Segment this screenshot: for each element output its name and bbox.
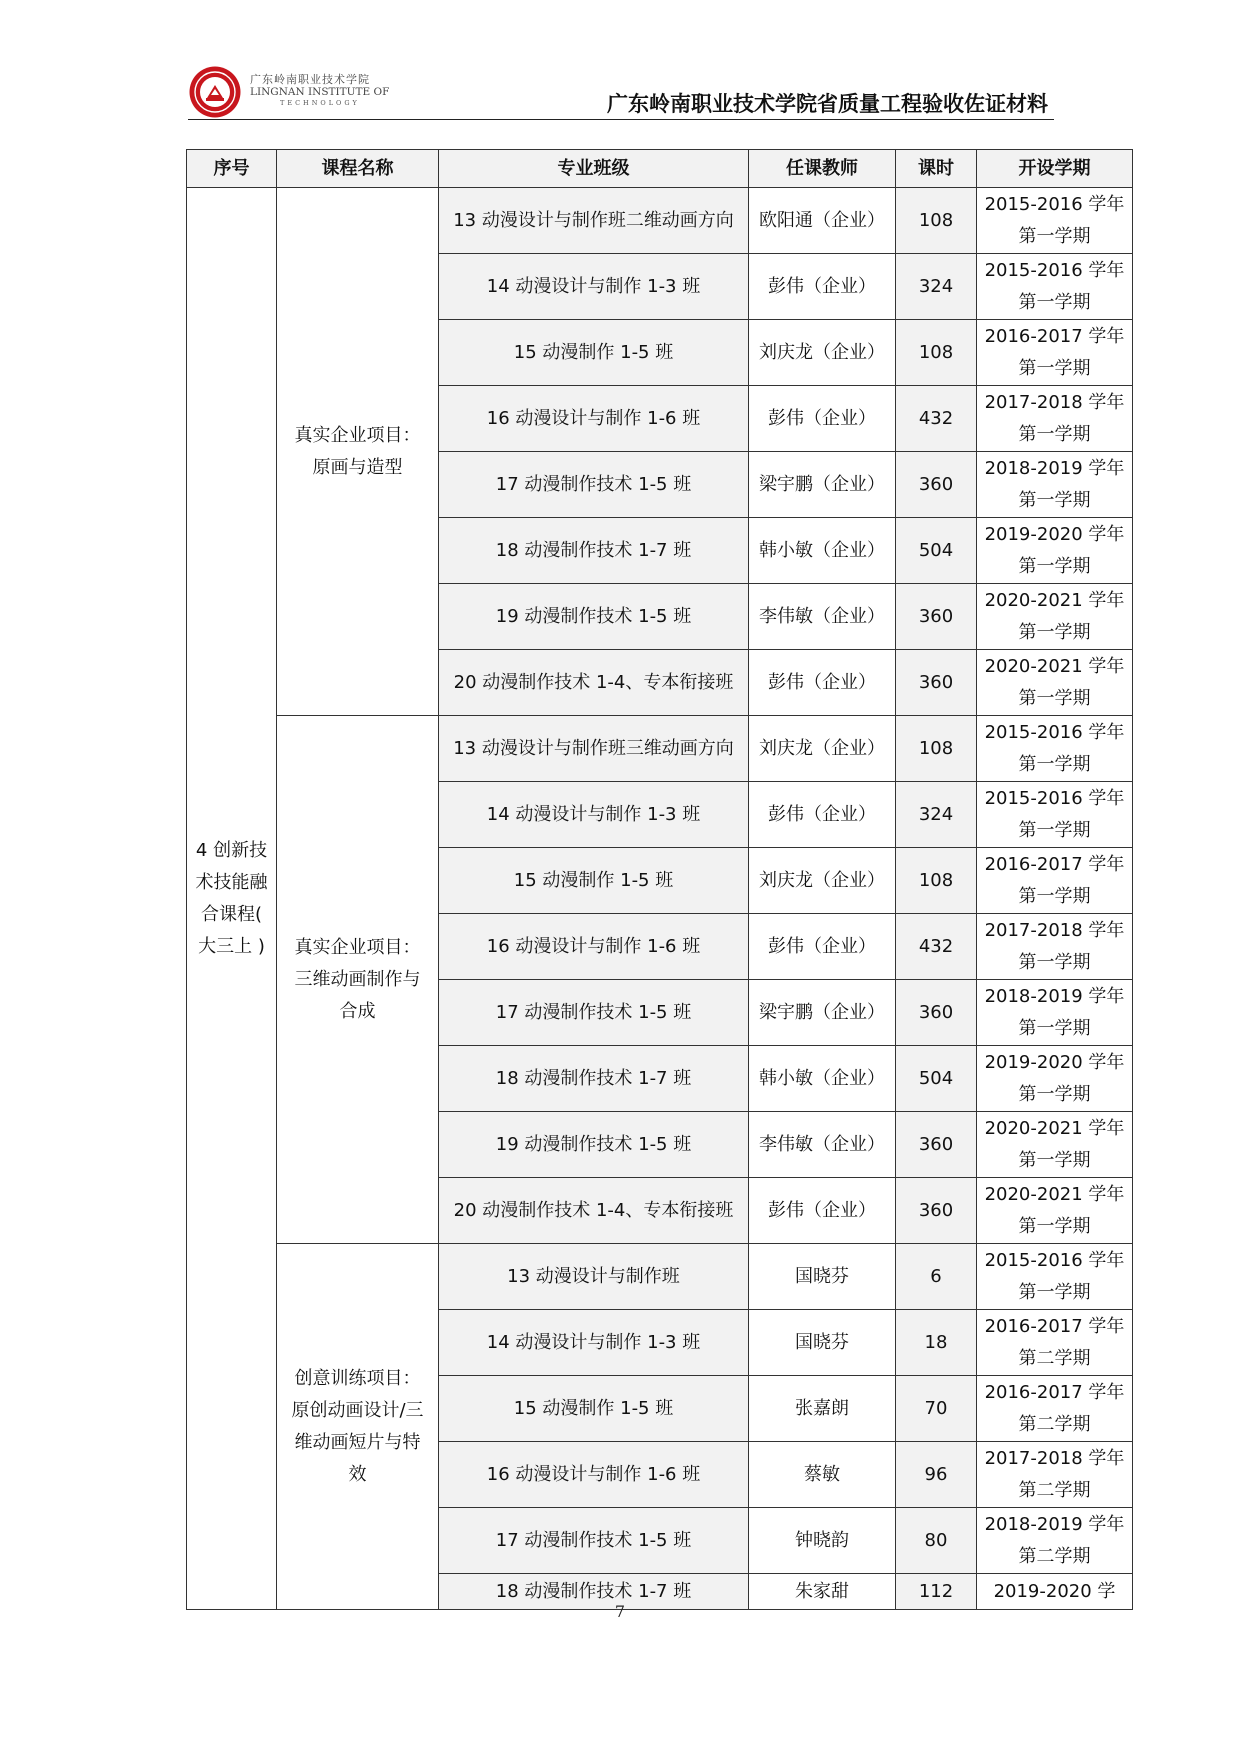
logo-en-text: LINGNAN INSTITUTE OF [250, 86, 390, 98]
header-divider [188, 119, 1054, 120]
hours-cell: 360 [896, 1178, 977, 1244]
table-header-row [187, 150, 1133, 188]
class-cell: 17 动漫制作技术 1-5 班 [439, 980, 749, 1046]
class-cell: 18 动漫制作技术 1-7 班 [439, 518, 749, 584]
class-cell: 19 动漫制作技术 1-5 班 [439, 1112, 749, 1178]
course-name-cell: 创意训练项目：原创动画设计/三维动画短片与特效 [277, 1244, 439, 1610]
hours-cell: 80 [896, 1508, 977, 1574]
teacher-cell: 国晓芬 [749, 1244, 896, 1310]
column-header: 课时 [896, 150, 977, 188]
teacher-cell: 国晓芬 [749, 1310, 896, 1376]
column-header: 课程名称 [277, 150, 439, 188]
hours-cell: 96 [896, 1442, 977, 1508]
term-cell: 2017-2018 学年第二学期 [977, 1442, 1133, 1508]
term-cell: 2017-2018 学年第一学期 [977, 386, 1133, 452]
teacher-cell: 彭伟（企业） [749, 254, 896, 320]
class-cell: 17 动漫制作技术 1-5 班 [439, 452, 749, 518]
term-cell: 2015-2016 学年第一学期 [977, 254, 1133, 320]
term-cell: 2015-2016 学年第一学期 [977, 782, 1133, 848]
class-cell: 15 动漫制作 1-5 班 [439, 1376, 749, 1442]
hours-cell: 108 [896, 716, 977, 782]
class-cell: 16 动漫设计与制作 1-6 班 [439, 914, 749, 980]
class-cell: 15 动漫制作 1-5 班 [439, 848, 749, 914]
class-cell: 13 动漫设计与制作班 [439, 1244, 749, 1310]
hours-cell: 324 [896, 254, 977, 320]
class-cell: 13 动漫设计与制作班二维动画方向 [439, 188, 749, 254]
teacher-cell: 韩小敏（企业） [749, 1046, 896, 1112]
teacher-cell: 彭伟（企业） [749, 914, 896, 980]
table-row [187, 1244, 1133, 1310]
term-cell: 2019-2020 学 [977, 1574, 1133, 1610]
column-header: 专业班级 [439, 150, 749, 188]
teacher-cell: 梁宇鹏（企业） [749, 452, 896, 518]
class-cell: 13 动漫设计与制作班三维动画方向 [439, 716, 749, 782]
hours-cell: 504 [896, 1046, 977, 1112]
school-seal-icon [188, 65, 242, 119]
term-cell: 2018-2019 学年第一学期 [977, 452, 1133, 518]
seq-cell: 4 创新技术技能融合课程( 大三上 ) [187, 188, 277, 1610]
teacher-cell: 刘庆龙（企业） [749, 716, 896, 782]
term-cell: 2016-2017 学年第二学期 [977, 1310, 1133, 1376]
teacher-cell: 李伟敏（企业） [749, 1112, 896, 1178]
term-cell: 2017-2018 学年第一学期 [977, 914, 1133, 980]
hours-cell: 108 [896, 188, 977, 254]
class-cell: 16 动漫设计与制作 1-6 班 [439, 1442, 749, 1508]
class-cell: 14 动漫设计与制作 1-3 班 [439, 254, 749, 320]
hours-cell: 18 [896, 1310, 977, 1376]
term-cell: 2016-2017 学年第二学期 [977, 1376, 1133, 1442]
hours-cell: 360 [896, 650, 977, 716]
class-cell: 19 动漫制作技术 1-5 班 [439, 584, 749, 650]
term-cell: 2018-2019 学年第一学期 [977, 980, 1133, 1046]
document-title: 广东岭南职业技术学院省质量工程验收佐证材料 [607, 92, 1048, 116]
column-header: 任课教师 [749, 150, 896, 188]
teacher-cell: 钟晓韵 [749, 1508, 896, 1574]
hours-cell: 108 [896, 320, 977, 386]
class-cell: 17 动漫制作技术 1-5 班 [439, 1508, 749, 1574]
term-cell: 2019-2020 学年第一学期 [977, 518, 1133, 584]
term-cell: 2018-2019 学年第二学期 [977, 1508, 1133, 1574]
class-cell: 14 动漫设计与制作 1-3 班 [439, 1310, 749, 1376]
class-cell: 20 动漫制作技术 1-4、专本衔接班 [439, 1178, 749, 1244]
class-cell: 14 动漫设计与制作 1-3 班 [439, 782, 749, 848]
class-cell: 16 动漫设计与制作 1-6 班 [439, 386, 749, 452]
teacher-cell: 彭伟（企业） [749, 650, 896, 716]
term-cell: 2019-2020 学年第一学期 [977, 1046, 1133, 1112]
course-name-cell: 真实企业项目：原画与造型 [277, 188, 439, 716]
teacher-cell: 朱家甜 [749, 1574, 896, 1610]
column-header: 序号 [187, 150, 277, 188]
page-number: 7 [614, 1602, 626, 1621]
term-cell: 2020-2021 学年第一学期 [977, 584, 1133, 650]
class-cell: 18 动漫制作技术 1-7 班 [439, 1574, 749, 1610]
table-row [187, 716, 1133, 782]
class-cell: 20 动漫制作技术 1-4、专本衔接班 [439, 650, 749, 716]
hours-cell: 360 [896, 584, 977, 650]
page-header [188, 62, 1048, 120]
teacher-cell: 欧阳通（企业） [749, 188, 896, 254]
hours-cell: 360 [896, 980, 977, 1046]
hours-cell: 360 [896, 1112, 977, 1178]
term-cell: 2020-2021 学年第一学期 [977, 1112, 1133, 1178]
column-header: 开设学期 [977, 150, 1133, 188]
hours-cell: 504 [896, 518, 977, 584]
term-cell: 2020-2021 学年第一学期 [977, 650, 1133, 716]
term-cell: 2020-2021 学年第一学期 [977, 1178, 1133, 1244]
term-cell: 2016-2017 学年第一学期 [977, 320, 1133, 386]
hours-cell: 70 [896, 1376, 977, 1442]
course-table [186, 149, 1133, 1610]
teacher-cell: 韩小敏（企业） [749, 518, 896, 584]
hours-cell: 432 [896, 386, 977, 452]
hours-cell: 6 [896, 1244, 977, 1310]
teacher-cell: 梁宇鹏（企业） [749, 980, 896, 1046]
term-cell: 2015-2016 学年第一学期 [977, 1244, 1133, 1310]
teacher-cell: 蔡敏 [749, 1442, 896, 1508]
teacher-cell: 彭伟（企业） [749, 386, 896, 452]
hours-cell: 108 [896, 848, 977, 914]
teacher-cell: 刘庆龙（企业） [749, 848, 896, 914]
hours-cell: 432 [896, 914, 977, 980]
class-cell: 18 动漫制作技术 1-7 班 [439, 1046, 749, 1112]
course-name-cell: 真实企业项目：三维动画制作与合成 [277, 716, 439, 1244]
teacher-cell: 彭伟（企业） [749, 1178, 896, 1244]
logo-en-sub-text: TECHNOLOGY [280, 99, 360, 107]
term-cell: 2015-2016 学年第一学期 [977, 188, 1133, 254]
teacher-cell: 彭伟（企业） [749, 782, 896, 848]
teacher-cell: 张嘉朗 [749, 1376, 896, 1442]
table-row [187, 188, 1133, 254]
logo-cn-text: 广东岭南职业技术学院 [250, 73, 370, 86]
term-cell: 2015-2016 学年第一学期 [977, 716, 1133, 782]
hours-cell: 324 [896, 782, 977, 848]
teacher-cell: 李伟敏（企业） [749, 584, 896, 650]
hours-cell: 360 [896, 452, 977, 518]
term-cell: 2016-2017 学年第一学期 [977, 848, 1133, 914]
class-cell: 15 动漫制作 1-5 班 [439, 320, 749, 386]
teacher-cell: 刘庆龙（企业） [749, 320, 896, 386]
hours-cell: 112 [896, 1574, 977, 1610]
